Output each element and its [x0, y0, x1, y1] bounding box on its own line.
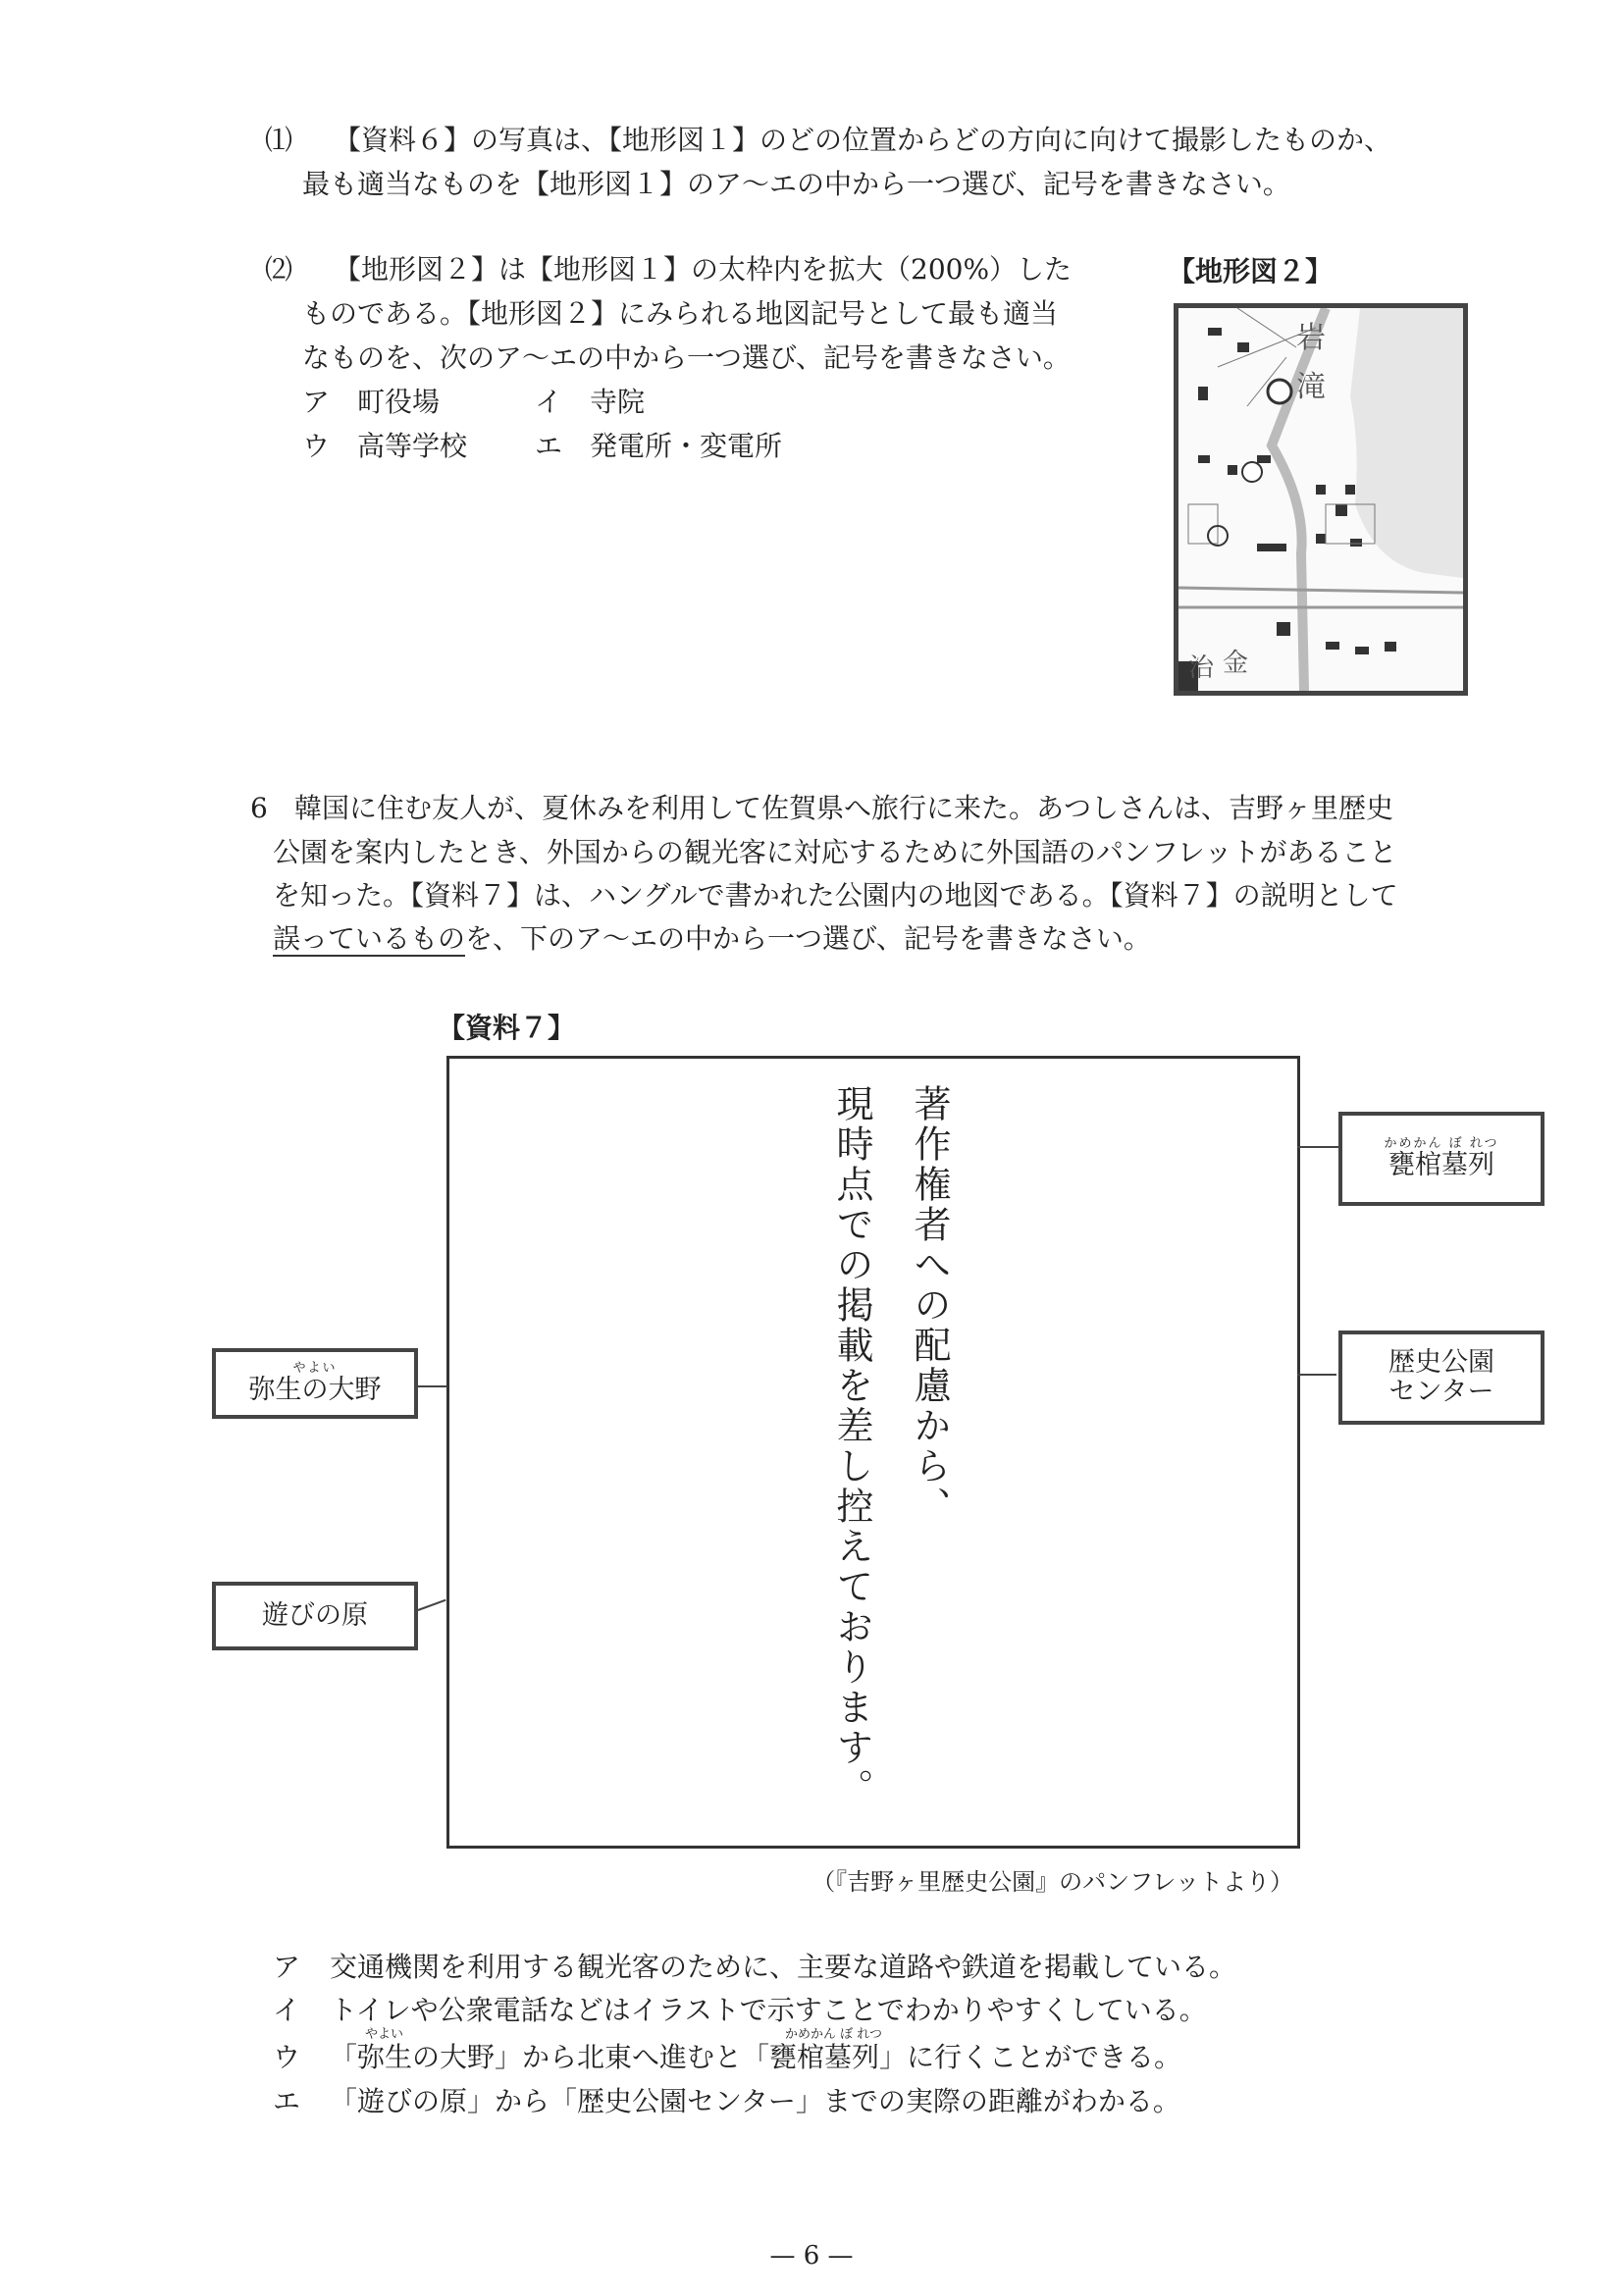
q6-line3: を知った。【資料７】は、ハングルで書かれた公園内の地図である。【資料７】の説明として	[273, 879, 1398, 912]
figure7-title: 【資料７】	[438, 1012, 576, 1044]
underlined-phrase: 誤っているもの	[273, 922, 466, 955]
q2-line1: 【地形図２】は【地形図１】の太枠内を拡大（200%）した	[334, 253, 1073, 286]
q2-choice-a: ア 町役場	[302, 386, 441, 418]
svg-text:滝: 滝	[1296, 370, 1326, 404]
label-asobi-no-hara: 遊びの原	[212, 1582, 418, 1650]
svg-text:治: 治	[1188, 653, 1215, 683]
connector-line	[1297, 1146, 1342, 1148]
ruby-yayoi: やよい	[365, 2027, 404, 2042]
q2-number: ⑵	[265, 253, 293, 286]
q6-choice-u: ウ 「弥生の大野」から北東へ進むと「甕棺墓列」に行くことができる。	[273, 2041, 1182, 2073]
q2-choice-u: ウ 高等学校	[302, 430, 468, 462]
figure7-caption: （『吉野ヶ里歴史公園』のパンフレットより）	[812, 1868, 1293, 1896]
map-drawing	[1178, 308, 1463, 691]
label-kamekan-boretsu: かめかん ぼ れつ 甕棺墓列	[1338, 1112, 1544, 1206]
svg-text:金: 金	[1223, 649, 1249, 678]
ruby-kamekan: かめかん ぼ れつ	[785, 2027, 883, 2042]
q1-line2: 最も適当なものを【地形図１】のア～エの中から一つ選び、記号を書きなさい。	[302, 168, 1290, 200]
connector-line	[418, 1385, 447, 1387]
q6-line4: 誤っているものを、下のア～エの中から一つ選び、記号を書きなさい。	[273, 922, 1151, 955]
figure7-placeholder-box	[446, 1056, 1300, 1849]
connector-line	[418, 1599, 446, 1611]
q2-line2: ものである。【地形図２】にみられる地図記号として最も適当	[302, 297, 1059, 330]
topographic-map-2	[1174, 303, 1468, 696]
q6-choice-i: イ トイレや公衆電話などはイラストで示すことでわかりやすくしている。	[273, 1994, 1207, 2026]
q6-line1: 韓国に住む友人が、夏休みを利用して佐賀県へ旅行に来た。あつしさんは、吉野ヶ里歴史	[294, 792, 1394, 824]
q2-line3: なものを、次のア～エの中から一つ選び、記号を書きなさい。	[302, 341, 1071, 374]
svg-text:岩: 岩	[1296, 321, 1326, 355]
connector-line	[1297, 1374, 1336, 1376]
q2-choice-i: イ 寺院	[535, 386, 646, 418]
page-number: — 6 —	[769, 2241, 854, 2270]
map2-title: 【地形図２】	[1168, 255, 1334, 287]
label-yayoi-ono: やよい 弥生の大野	[212, 1348, 418, 1419]
q6-choice-e: エ 「遊びの原」から「歴史公園センター」までの実際の距離がわかる。	[273, 2085, 1180, 2117]
q6-line2: 公園を案内したとき、外国からの観光客に対応するために外国語のパンフレットがあること	[273, 836, 1397, 868]
q6-number: 6	[250, 792, 268, 824]
q6-choice-a: ア 交通機関を利用する観光客のために、主要な道路や鉄道を掲載している。	[273, 1951, 1237, 1983]
copyright-notice-col1: 著作権者への配慮から、	[908, 1084, 951, 1527]
label-history-park-center: 歴史公園 センター	[1338, 1331, 1544, 1425]
q1-line1: 【資料６】の写真は、【地形図１】のどの位置からどの方向に向けて撮影したものか、	[334, 124, 1392, 156]
q2-choice-e: エ 発電所・変電所	[535, 430, 783, 462]
copyright-notice-col2: 現時点での掲載を差し控えております。	[830, 1084, 873, 1808]
q1-number: ⑴	[265, 124, 293, 156]
